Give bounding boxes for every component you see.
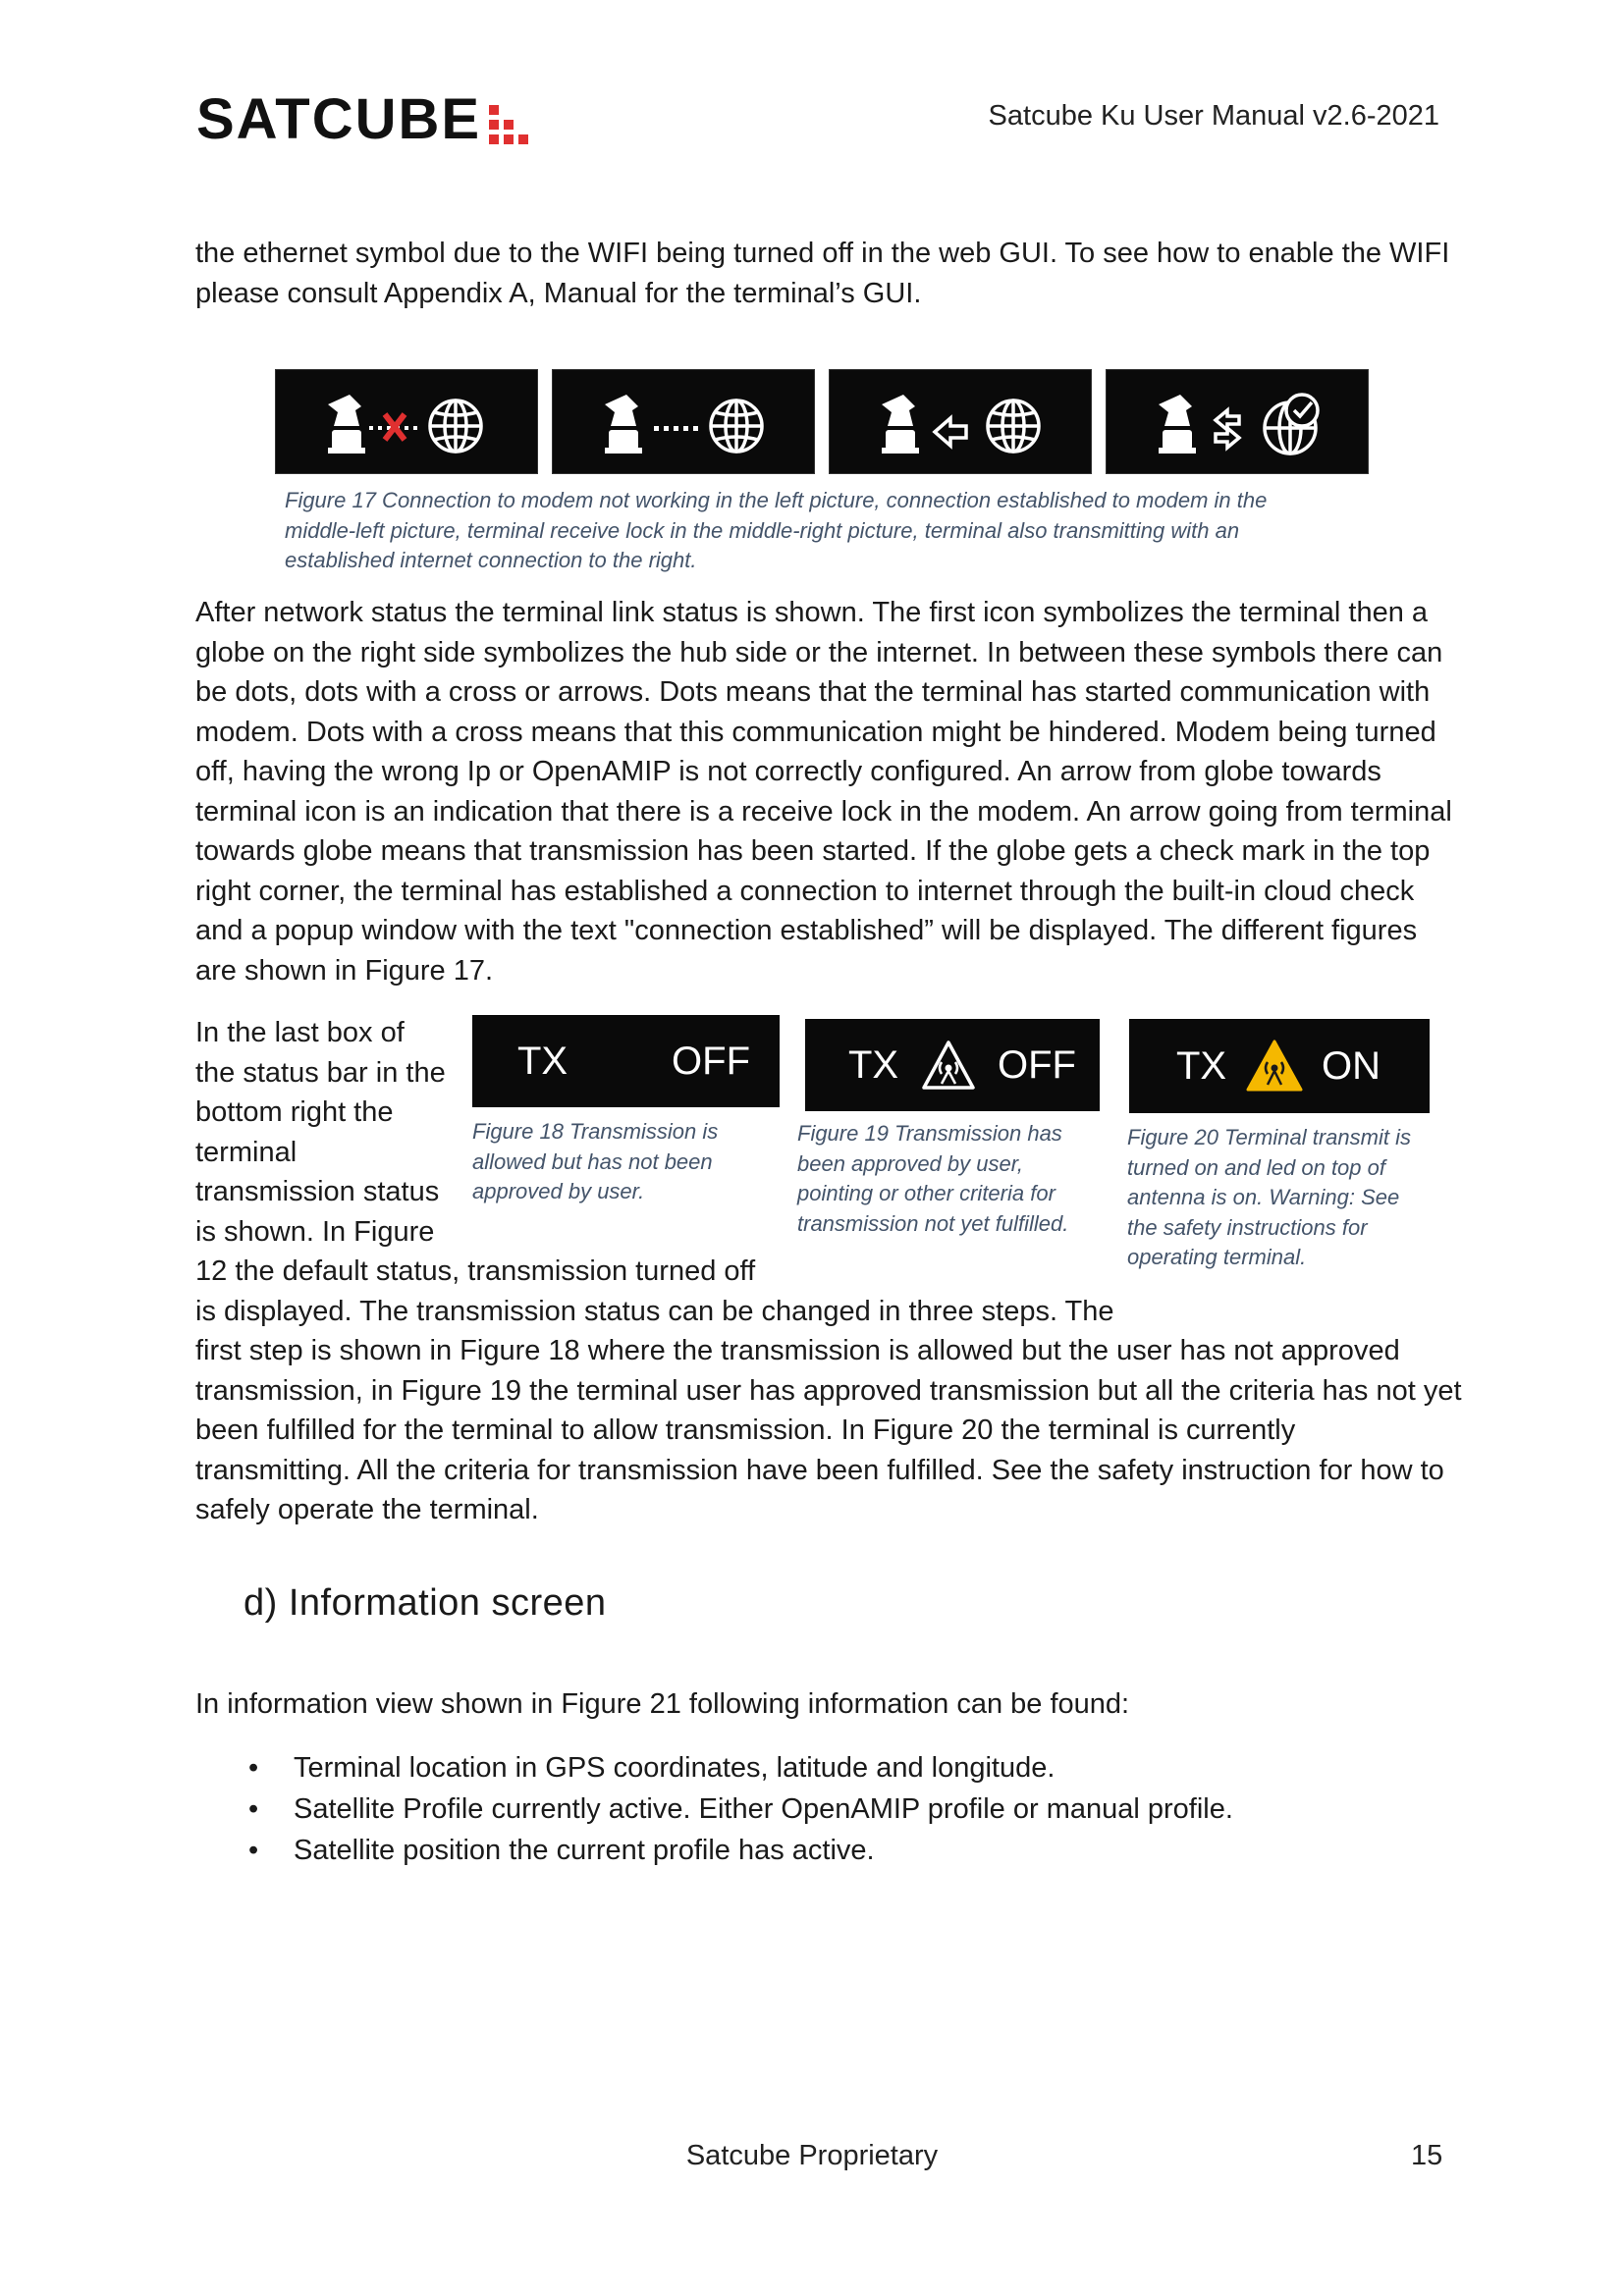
para-line: transmission status bbox=[195, 1176, 440, 1207]
para-line: right corner, the terminal has established a connection to internet through the built-in cloud check bbox=[195, 875, 1415, 907]
para-line: is displayed. The transmission status can be changed in three steps. The bbox=[195, 1295, 1114, 1327]
satcube-logo bbox=[196, 86, 528, 152]
para-line: is shown. In Figure bbox=[195, 1215, 435, 1248]
terminal-dots-globe-icon bbox=[575, 383, 791, 461]
para-line: terminal icon is an indication that there is a receive lock in the modem. An arrow going from terminal bbox=[195, 795, 1452, 828]
caption-line: established internet connection to the right. bbox=[285, 548, 697, 572]
para-line: In the last box of bbox=[195, 1017, 405, 1048]
para-line: transmission, in Figure 19 the terminal user has approved transmission but all the criteria has not yet bbox=[195, 1374, 1462, 1407]
para-line: safely operate the terminal. bbox=[195, 1494, 539, 1525]
caption-line: allowed but has not been bbox=[472, 1148, 713, 1174]
terminal-bidirectional-globe-check-icon bbox=[1129, 383, 1345, 461]
tx-status-paragraph-left bbox=[195, 1013, 460, 1252]
caption-line: antenna is on. Warning: See bbox=[1127, 1185, 1400, 1209]
tx-label: TX bbox=[848, 1042, 899, 1087]
info-bullet-list bbox=[195, 1747, 1472, 1871]
caption-line: Figure 20 Terminal transmit is bbox=[1127, 1125, 1411, 1149]
footer-text: Satcube Proprietary bbox=[685, 2140, 939, 2171]
tx-state: ON bbox=[1322, 1043, 1380, 1088]
tx-label: TX bbox=[517, 1039, 568, 1083]
tx-state: OFF bbox=[672, 1039, 750, 1083]
intro-line-1: the ethernet symbol due to the WIFI being turned off in the web GUI. To see how to enable the WIFI bbox=[195, 238, 1450, 269]
para-line: terminal bbox=[195, 1136, 298, 1168]
caption-line: Figure 18 Transmission is bbox=[472, 1119, 719, 1144]
figure-18-caption bbox=[472, 1117, 767, 1207]
intro-paragraph bbox=[195, 234, 1462, 313]
link-status-paragraph bbox=[195, 593, 1472, 990]
para-line: the status bar in the bbox=[195, 1056, 446, 1089]
list-item: • Satellite Profile currently active. Either OpenAMIP profile or manual profile. bbox=[195, 1789, 1472, 1830]
logo-dots-icon bbox=[489, 105, 528, 144]
tx-status-paragraph-continued bbox=[195, 1252, 1472, 1530]
figure-17-images bbox=[275, 369, 1369, 474]
document-title: Satcube Ku User Manual v2.6-2021 bbox=[988, 100, 1439, 132]
para-line: 12 the default status, transmission turned off bbox=[195, 1255, 756, 1287]
para-line: first step is shown in Figure 18 where the transmission is allowed but the user has not approved bbox=[195, 1335, 1400, 1366]
para-line: been fulfilled for the terminal to allow transmission. In Figure 20 the terminal is currently bbox=[195, 1415, 1296, 1446]
intro-line-2: please consult Appendix A, Manual for the terminal’s GUI. bbox=[195, 277, 922, 309]
list-item: • Terminal location in GPS coordinates, latitude and longitude. bbox=[195, 1747, 1472, 1789]
para-line: are shown in Figure 17. bbox=[195, 954, 494, 987]
caption-line: pointing or other criteria for bbox=[797, 1181, 1056, 1205]
antenna-warning-filled-icon bbox=[1245, 1039, 1304, 1094]
tx-off-image bbox=[472, 1015, 780, 1107]
caption-line: approved by user. bbox=[472, 1179, 645, 1203]
para-line: modem. Dots with a cross means that this communication might be hindered. Modem being turned bbox=[195, 716, 1436, 748]
section-heading: d) Information screen bbox=[244, 1582, 607, 1624]
para-line: be dots, dots with a cross or arrows. Dots means that the terminal has started communication with bbox=[195, 676, 1431, 708]
caption-line: operating terminal. bbox=[1127, 1245, 1307, 1269]
caption-line: turned on and led on top of bbox=[1127, 1154, 1385, 1180]
antenna-warning-outline-icon bbox=[920, 1039, 977, 1092]
para-line: After network status the terminal link status is shown. The first icon symbolizes the terminal then a bbox=[195, 597, 1429, 628]
internet-established-image bbox=[1106, 369, 1369, 474]
link-not-working-image bbox=[275, 369, 538, 474]
caption-line: transmission not yet fulfilled. bbox=[797, 1210, 1069, 1236]
caption-line: Figure 19 Transmission has bbox=[797, 1121, 1062, 1146]
para-line: towards globe means that transmission has been started. If the globe gets a check mark in the top bbox=[195, 835, 1431, 867]
caption-line: the safety instructions for bbox=[1127, 1214, 1368, 1240]
caption-line: middle-left picture, terminal receive lock in the middle-right picture, terminal also transmitting with an bbox=[285, 517, 1240, 543]
modem-connection-image bbox=[552, 369, 815, 474]
figure-19-caption bbox=[797, 1119, 1111, 1239]
tx-approved-image bbox=[805, 1019, 1100, 1111]
terminal-arrow-globe-icon bbox=[852, 383, 1068, 461]
list-item: • Satellite position the current profile has active. bbox=[195, 1830, 1472, 1871]
para-line: bottom right the bbox=[195, 1096, 394, 1128]
tx-state: OFF bbox=[998, 1042, 1076, 1087]
page-number: 15 bbox=[1411, 2140, 1443, 2171]
para-line: globe on the right side symbolizes the hub side or the internet. In between these symbols there can bbox=[195, 636, 1443, 668]
tx-label: TX bbox=[1176, 1043, 1227, 1088]
para-line: off, having the wrong Ip or OpenAMIP is not correctly configured. An arrow from globe towards bbox=[195, 756, 1381, 787]
receive-lock-image bbox=[829, 369, 1092, 474]
para-line: transmitting. All the criteria for transmission have been fulfilled. See the safety instruction for how to bbox=[195, 1454, 1444, 1486]
figure-17-caption bbox=[285, 486, 1384, 576]
caption-line: Figure 17 Connection to modem not working in the left picture, connection established to modem in the bbox=[285, 488, 1268, 512]
para-line: and a popup window with the text "connection established” will be displayed. The different figures bbox=[195, 915, 1418, 946]
section-intro: In information view shown in Figure 21 following information can be found: bbox=[195, 1688, 1130, 1720]
logo-text: SATCUBE bbox=[196, 87, 482, 151]
tx-on-image bbox=[1129, 1019, 1430, 1113]
figure-20-caption bbox=[1127, 1123, 1441, 1273]
terminal-cross-globe-icon bbox=[298, 383, 514, 461]
caption-line: been approved by user, bbox=[797, 1150, 1023, 1176]
